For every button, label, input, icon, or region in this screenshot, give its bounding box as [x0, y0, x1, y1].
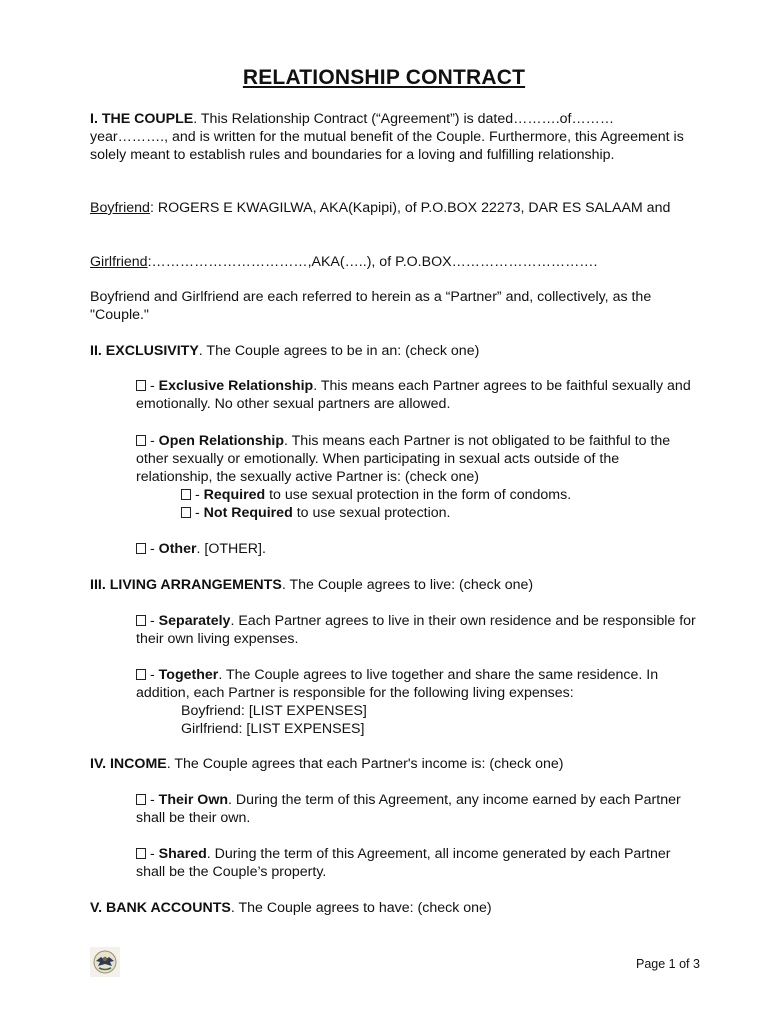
option-text: . This means each Partner is not obligated to be faithful to the other sexually or emotionally. When participating in sexual acts outside of the relationship, the sexually active Partner is: (check one)	[136, 433, 671, 485]
option-not-required: - Not Required to use sexual protection.	[181, 504, 691, 522]
option-label: Open Relationship	[158, 433, 285, 449]
option-text: . Each Partner agrees to live in their own residence and be responsible for their own living expenses.	[136, 613, 696, 647]
checkbox-their-own[interactable]	[136, 794, 146, 805]
section-heading: IV. INCOME	[90, 756, 167, 772]
checkbox-required[interactable]	[181, 489, 191, 500]
option-text: . [OTHER].	[196, 541, 266, 557]
emblem-icon	[90, 947, 120, 977]
section-heading: I. THE COUPLE	[90, 111, 194, 127]
option-separately: - Separately. Each Partner agrees to live in their own residence and be responsible for their own living expenses.	[136, 613, 696, 647]
boyfriend-expenses: Boyfriend: [LIST EXPENSES]	[181, 703, 367, 719]
page-number: Page 1 of 3	[636, 957, 700, 971]
option-label: Together	[158, 667, 219, 683]
option-label: Separately	[158, 613, 231, 629]
section-heading: III. LIVING ARRANGEMENTS	[90, 577, 282, 593]
option-label: Required	[203, 487, 266, 503]
section-couple	[90, 110, 690, 164]
section-living-arrangements	[90, 576, 690, 594]
girlfriend-line	[90, 253, 690, 271]
option-text: . The Couple agrees to live together and share the same residence. In addition, each Partner is responsible for the following living expenses:	[136, 667, 659, 701]
checkbox-separately[interactable]	[136, 615, 146, 626]
option-text: to use sexual protection.	[292, 505, 451, 521]
option-shared: - Shared. During the term of this Agreement, all income generated by each Partner shall be the Couple’s property.	[136, 846, 671, 880]
section-income	[90, 755, 690, 773]
option-label: Exclusive Relationship	[158, 378, 314, 394]
section-heading: II. EXCLUSIVITY	[90, 343, 199, 359]
option-text: . During the term of this Agreement, any income earned by each Partner shall be their own.	[136, 792, 681, 826]
option-label: Not Required	[203, 505, 293, 521]
option-open: - Open Relationship. This means each Partner is not obligated to be faithful to the other sexually or emotionally. When participating in sexual acts outside of the relationship, the sexually active Partner is: (check one)	[136, 433, 671, 485]
section-text: . The Couple agrees to be in an: (check one)	[198, 343, 480, 359]
checkbox-shared[interactable]	[136, 848, 146, 859]
checkbox-open[interactable]	[136, 435, 146, 446]
section-heading: V. BANK ACCOUNTS	[90, 900, 231, 916]
boyfriend-text: : ROGERS E KWAGILWA, AKA(Kapipi), of P.O.BOX 22273, DAR ES SALAAM and	[149, 200, 671, 216]
section-exclusivity	[90, 342, 690, 360]
option-text: . During the term of this Agreement, all income generated by each Partner shall be the Couple’s property.	[136, 846, 671, 880]
checkbox-exclusive[interactable]	[136, 380, 146, 391]
section-text: . The Couple agrees that each Partner's income is: (check one)	[166, 756, 564, 772]
option-label: Shared	[158, 846, 207, 862]
checkbox-together[interactable]	[136, 669, 146, 680]
document-title: RELATIONSHIP CONTRACT	[242, 66, 526, 89]
option-other: - Other. [OTHER].	[136, 540, 696, 558]
section-text: . The Couple agrees to have: (check one)	[230, 900, 492, 916]
section-bank-accounts	[90, 899, 690, 917]
option-text: to use sexual protection in the form of condoms.	[265, 487, 572, 503]
boyfriend-label: Boyfriend	[90, 200, 150, 216]
partners-definition: Boyfriend and Girlfriend are each referred to herein as a “Partner” and, collectively, as the "Couple."	[90, 289, 652, 323]
section-text: . The Couple agrees to live: (check one)	[281, 577, 534, 593]
option-label: Their Own	[158, 792, 229, 808]
option-together: - Together. The Couple agrees to live together and share the same residence. In addition, each Partner is responsible for the following living expenses:	[136, 667, 659, 701]
checkbox-not-required[interactable]	[181, 507, 191, 518]
girlfriend-text: :……………………………,AKA(…..), of P.O.BOX………………………….	[147, 254, 598, 270]
girlfriend-label: Girlfriend	[90, 254, 148, 270]
checkbox-other[interactable]	[136, 543, 146, 554]
option-their-own: - Their Own. During the term of this Agreement, any income earned by each Partner shall be their own.	[136, 792, 681, 826]
option-text: . This means each Partner agrees to be faithful sexually and emotionally. No other sexual partners are allowed.	[136, 378, 691, 412]
option-required: - Required to use sexual protection in the form of condoms.	[181, 486, 691, 504]
option-label: Other	[158, 541, 197, 557]
option-exclusive: - Exclusive Relationship. This means each Partner agrees to be faithful sexually and emotionally. No other sexual partners are allowed.	[136, 378, 691, 412]
girlfriend-expenses: Girlfriend: [LIST EXPENSES]	[181, 721, 365, 737]
section-text: . This Relationship Contract (“Agreement”) is dated……….of……… year………., and is written for the mutual benefit of the Couple. Furthermore, this Agreement is solely meant to establish rules and boundaries for a loving and fulfilling relationship.	[90, 111, 684, 163]
boyfriend-line	[90, 199, 690, 217]
